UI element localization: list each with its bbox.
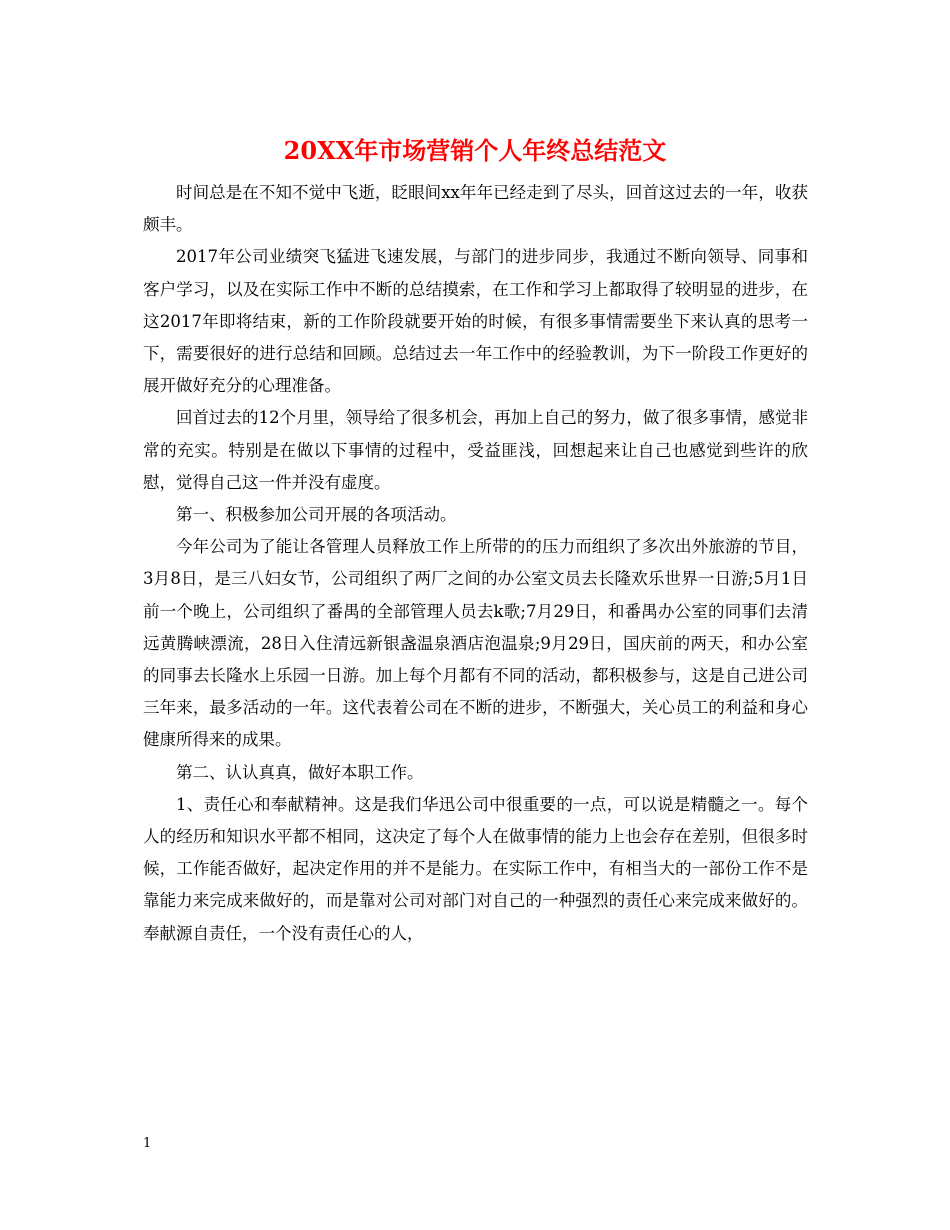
paragraph-responsibility: 1、责任心和奉献精神。这是我们华迅公司中很重要的一点，可以说是精髓之一。每个人的经历和知识水平都不相同，这决定了每个人在做事情的能力上也会存在差别，但很多时候，工作能否做好，起决定作用的并不是能力。在实际工作中，有相当大的一部份工作不是靠能力来完成来做好的，而是靠对公司对部门对自己的一种强烈的责任心来完成来做好的。奉献源自责任，一个没有责任心的人， [143, 794, 808, 943]
paragraph-activities: 今年公司为了能让各管理人员释放工作上所带的的压力而组织了多次出外旅游的节目，3月8日，是三八妇女节，公司组织了两厂之间的办公室文员去长隆欢乐世界一日游;5月1日前一个晚上，公司组织了番禺的全部管理人员去k歌;7月29日，和番禺办公室的同事们去清远黄腾峡漂流，28日入住清远新银盏温泉酒店泡温泉;9月29日，国庆前的两天，和办公室的同事去长隆水上乐园一日游。加上每个月都有不同的活动，都积极参与，这是自己进公司三年来，最多活动的一年。这代表着公司在不断的进步，不断强大，关心员工的利益和身心健康所得来的成果。 [143, 537, 808, 750]
paragraph-intro: 时间总是在不知不觉中飞逝，眨眼间xx年年已经走到了尽头，回首这过去的一年，收获颇丰。 [143, 183, 808, 235]
document-title: 20XX年市场营销个人年终总结范文 [283, 136, 667, 165]
document-body [143, 177, 808, 950]
page-number: 1 [143, 1136, 152, 1151]
section-heading-first: 第一、积极参加公司开展的各项活动。 [176, 505, 457, 525]
section-heading-second: 第二、认认真真，做好本职工作。 [176, 762, 424, 782]
paragraph-review: 回首过去的12个月里，领导给了很多机会，再加上自己的努力，做了很多事情，感觉非常的充实。特别是在做以下事情的过程中，受益匪浅，回想起来让自己也感觉到些许的欣慰，觉得自己这一件并没有虚度。 [143, 408, 808, 492]
paragraph-2017-progress: 2017年公司业绩突飞猛进飞速发展，与部门的进步同步，我通过不断向领导、同事和客户学习，以及在实际工作中不断的总结摸索，在工作和学习上都取得了较明显的进步，在这2017年即将结束，新的工作阶段就要开始的时候，有很多事情需要坐下来认真的思考一下，需要很好的进行总结和回顾。总结过去一年工作中的经验教训，为下一阶段工作更好的展开做好充分的心理准备。 [143, 247, 808, 396]
